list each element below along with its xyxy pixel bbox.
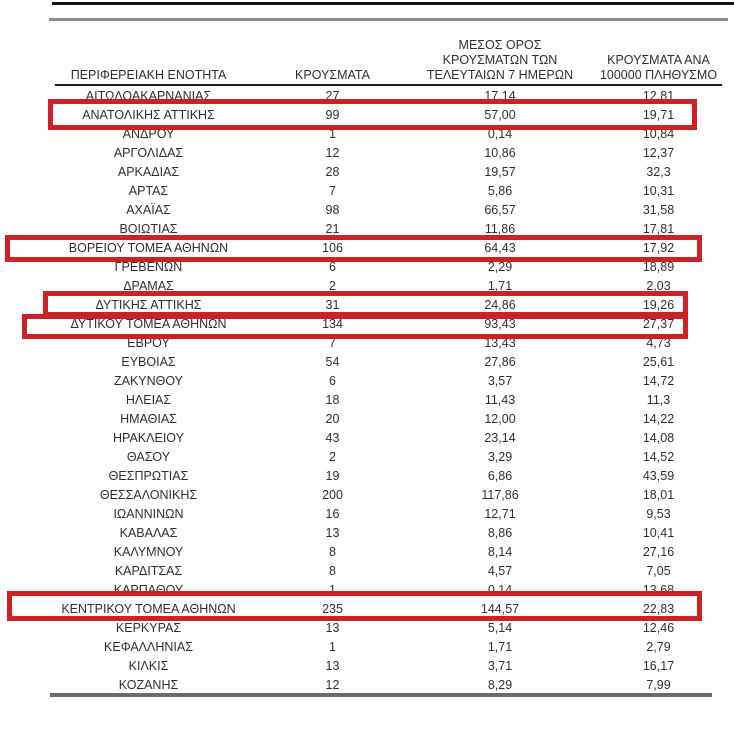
column-header-line: ΚΡΟΥΣΜΑΤΑ <box>295 68 370 82</box>
table-row <box>37 143 722 162</box>
per100k-cell: 18,01 <box>642 487 675 502</box>
region-cell: ΑΧΑΪΑΣ <box>126 202 171 217</box>
cases-cell: 31 <box>325 297 340 312</box>
per100k-cell: 4,73 <box>646 335 671 350</box>
avg7-cell: 24,86 <box>484 297 516 312</box>
avg7-cell: 144,57 <box>480 601 520 616</box>
column-header-line: ΚΡΟΥΣΜΑΤΑ ΑΝΑ <box>607 53 710 67</box>
per100k-cell: 32,3 <box>646 164 671 179</box>
highlight-box <box>22 314 688 339</box>
cases-cell: 21 <box>325 221 340 236</box>
cases-cell: 13 <box>325 658 340 673</box>
per100k-cell: 43,59 <box>642 468 675 483</box>
region-cell: ΚΑΒΑΛΑΣ <box>119 525 178 540</box>
table-row <box>37 466 722 485</box>
avg7-cell: 1,71 <box>487 639 513 654</box>
region-cell: ΑΝΑΤΟΛΙΚΗΣ ΑΤΤΙΚΗΣ <box>82 107 215 122</box>
avg7-cell: 93,43 <box>484 316 516 331</box>
table-row <box>37 181 722 200</box>
avg7-cell: 19,57 <box>484 164 516 179</box>
per100k-cell: 2,03 <box>646 278 671 293</box>
avg7-cell: 6,86 <box>487 468 513 483</box>
cases-cell: 16 <box>325 506 340 521</box>
avg7-cell: 10,86 <box>484 145 516 160</box>
region-cell: ΗΜΑΘΙΑΣ <box>120 411 177 426</box>
cases-cell: 7 <box>329 183 336 198</box>
region-cell: ΚΑΛΥΜΝΟΥ <box>113 544 184 559</box>
cases-cell: 12 <box>325 677 340 692</box>
cases-cell: 6 <box>329 259 336 274</box>
per100k-cell: 16,17 <box>642 658 675 673</box>
cases-cell: 99 <box>325 107 340 122</box>
avg7-cell: 11,86 <box>484 221 516 236</box>
per100k-cell: 10,41 <box>642 525 675 540</box>
top-border-line <box>52 2 734 5</box>
per100k-cell: 14,72 <box>642 373 675 388</box>
avg7-cell: 4,57 <box>487 563 513 578</box>
per100k-cell: 7,99 <box>646 677 671 692</box>
column-header-line: ΚΡΟΥΣΜΑΤΩΝ ΤΩΝ <box>442 53 558 67</box>
cases-cell: 43 <box>325 430 340 445</box>
per100k-cell: 18,89 <box>642 259 675 274</box>
table-row <box>37 447 722 466</box>
per100k-cell: 9,53 <box>646 506 671 521</box>
region-cell: ΚΕΦΑΛΛΗΝΙΑΣ <box>104 639 193 654</box>
avg7-cell: 3,29 <box>487 449 513 464</box>
region-cell: ΕΒΡΟΥ <box>127 335 170 350</box>
avg7-cell: 3,57 <box>487 373 513 388</box>
avg7-cell: 27,86 <box>484 354 516 369</box>
table-header-row <box>37 28 722 83</box>
per100k-cell: 12,81 <box>642 88 675 103</box>
avg7-cell: 2,29 <box>487 259 513 274</box>
per100k-cell: 25,61 <box>642 354 675 369</box>
region-cell: ΑΡΚΑΔΙΑΣ <box>117 164 180 179</box>
per100k-cell: 11,3 <box>646 392 671 407</box>
avg7-cell: 5,86 <box>487 183 513 198</box>
region-cell: ΚΙΛΚΙΣ <box>128 658 169 673</box>
avg7-cell: 117,86 <box>481 487 519 502</box>
table-row <box>37 637 722 656</box>
highlight-box <box>5 235 702 262</box>
cases-cell: 235 <box>322 601 343 616</box>
per100k-cell: 7,05 <box>646 563 671 578</box>
avg7-cell: 57,00 <box>484 107 516 122</box>
column-header-line: ΤΕΛΕΥΤΑΙΩΝ 7 ΗΜΕΡΩΝ <box>426 68 574 82</box>
per100k-cell: 17,81 <box>642 221 675 236</box>
per100k-cell: 10,31 <box>642 183 675 198</box>
table-row <box>37 371 722 390</box>
avg7-cell: 3,71 <box>487 658 513 673</box>
region-cell: ΚΟΖΑΝΗΣ <box>118 677 179 692</box>
table-row <box>37 200 722 219</box>
cases-cell: 200 <box>322 487 343 502</box>
region-cell: ΔΥΤΙΚΗΣ ΑΤΤΙΚΗΣ <box>95 297 202 312</box>
table-row <box>37 656 722 675</box>
per100k-cell: 12,46 <box>642 620 675 635</box>
per100k-cell: 14,08 <box>642 430 675 445</box>
cases-cell: 8 <box>329 563 336 578</box>
region-cell: ΚΕΡΚΥΡΑΣ <box>115 620 182 635</box>
table-row <box>37 675 722 694</box>
region-cell: ΑΡΓΟΛΙΔΑΣ <box>113 145 184 160</box>
table-row <box>37 504 722 523</box>
table-row <box>37 485 722 504</box>
top-divider-line <box>49 18 728 21</box>
column-header-1 <box>260 68 405 83</box>
avg7-cell: 23,14 <box>484 430 516 445</box>
table-row <box>37 523 722 542</box>
cases-cell: 13 <box>325 525 340 540</box>
per100k-cell: 17,92 <box>642 240 675 255</box>
per100k-cell: 12,37 <box>642 145 675 160</box>
column-header-line: 100000 ΠΛΗΘΥΣΜΟ <box>599 68 718 82</box>
avg7-cell: 0,14 <box>487 126 513 141</box>
region-cell: ΒΟΙΩΤΙΑΣ <box>119 221 178 236</box>
per100k-cell: 19,26 <box>642 297 675 312</box>
region-cell: ΔΥΤΙΚΟΥ ΤΟΜΕΑ ΑΘΗΝΩΝ <box>70 316 227 331</box>
cases-cell: 28 <box>325 164 340 179</box>
per100k-cell: 27,37 <box>642 316 675 331</box>
cases-cell: 12 <box>325 145 340 160</box>
region-cell: ΒΟΡΕΙΟΥ ΤΟΜΕΑ ΑΘΗΝΩΝ <box>68 240 229 255</box>
region-cell: ΚΑΡΠΑΘΟΥ <box>113 582 184 597</box>
column-header-line: ΠΕΡΙΦΕΡΕΙΑΚΗ ΕΝΟΤΗΤΑ <box>70 68 227 82</box>
avg7-cell: 13,43 <box>484 335 516 350</box>
region-cell: ΓΡΕΒΕΝΩΝ <box>114 259 183 274</box>
table-row <box>37 428 722 447</box>
cases-cell: 54 <box>325 354 340 369</box>
cases-cell: 7 <box>329 335 336 350</box>
region-cell: ΙΩΑΝΝΙΝΩΝ <box>113 506 184 521</box>
column-header-2 <box>405 38 595 83</box>
per100k-cell: 19,71 <box>642 107 675 122</box>
table-row <box>37 390 722 409</box>
cases-cell: 1 <box>329 582 336 597</box>
avg7-cell: 5,14 <box>487 620 513 635</box>
cases-cell: 27 <box>325 88 340 103</box>
per100k-cell: 27,16 <box>642 544 675 559</box>
region-cell: ΗΛΕΙΑΣ <box>125 392 172 407</box>
table-row <box>37 542 722 561</box>
per100k-cell: 14,22 <box>642 411 675 426</box>
bottom-border-line <box>50 693 712 697</box>
per100k-cell: 31,58 <box>642 202 675 217</box>
avg7-cell: 12,71 <box>484 506 516 521</box>
avg7-cell: 64,43 <box>484 240 516 255</box>
region-cell: ΘΕΣΣΑΛΟΝΙΚΗΣ <box>99 487 198 502</box>
column-header-3 <box>595 53 722 83</box>
table-row <box>37 409 722 428</box>
region-cell: ΕΥΒΟΙΑΣ <box>121 354 176 369</box>
cases-cell: 98 <box>325 202 340 217</box>
region-cell: ΑΝΔΡΟΥ <box>122 126 175 141</box>
column-header-0 <box>37 68 260 83</box>
table-row <box>37 162 722 181</box>
region-cell: ΗΡΑΚΛΕΙΟΥ <box>113 430 184 445</box>
region-cell: ΑΙΤΩΛΟΑΚΑΡΝΑΝΙΑΣ <box>85 88 212 103</box>
cases-cell: 20 <box>325 411 340 426</box>
per100k-cell: 22,83 <box>642 601 675 616</box>
cases-cell: 6 <box>329 373 336 388</box>
per100k-cell: 2,79 <box>646 639 671 654</box>
avg7-cell: 0,14 <box>487 582 513 597</box>
region-cell: ΖΑΚΥΝΘΟΥ <box>113 373 184 388</box>
per100k-cell: 14,52 <box>642 449 675 464</box>
region-cell: ΑΡΤΑΣ <box>128 183 169 198</box>
cases-cell: 13 <box>325 620 340 635</box>
avg7-cell: 1,71 <box>487 278 513 293</box>
avg7-cell: 8,29 <box>487 677 513 692</box>
avg7-cell: 66,57 <box>484 202 516 217</box>
avg7-cell: 17,14 <box>484 88 516 103</box>
cases-cell: 1 <box>329 126 336 141</box>
cases-cell: 8 <box>329 544 336 559</box>
region-cell: ΘΑΣΟΥ <box>126 449 171 464</box>
table-row <box>37 352 722 371</box>
avg7-cell: 12,00 <box>484 411 516 426</box>
avg7-cell: 8,86 <box>487 525 513 540</box>
cases-cell: 19 <box>325 468 340 483</box>
region-cell: ΘΕΣΠΡΩΤΙΑΣ <box>108 468 189 483</box>
highlight-box <box>7 591 702 621</box>
region-cell: ΔΡΑΜΑΣ <box>123 278 174 293</box>
cases-cell: 134 <box>322 316 343 331</box>
region-cell: ΚΕΝΤΡΙΚΟΥ ΤΟΜΕΑ ΑΘΗΝΩΝ <box>61 601 236 616</box>
region-cell: ΚΑΡΔΙΤΣΑΣ <box>114 563 183 578</box>
per100k-cell: 10,84 <box>642 126 675 141</box>
avg7-cell: 8,14 <box>487 544 513 559</box>
avg7-cell: 11,43 <box>484 392 516 407</box>
cases-cell: 2 <box>329 449 336 464</box>
cases-cell: 106 <box>322 240 343 255</box>
cases-cell: 18 <box>325 392 340 407</box>
cases-cell: 2 <box>329 278 336 293</box>
column-header-line: ΜΕΣΟΣ ΟΡΟΣ <box>458 38 542 52</box>
cases-cell: 1 <box>329 639 336 654</box>
highlight-box <box>48 99 697 130</box>
table-row <box>37 561 722 580</box>
per100k-cell: 13,68 <box>642 582 675 597</box>
